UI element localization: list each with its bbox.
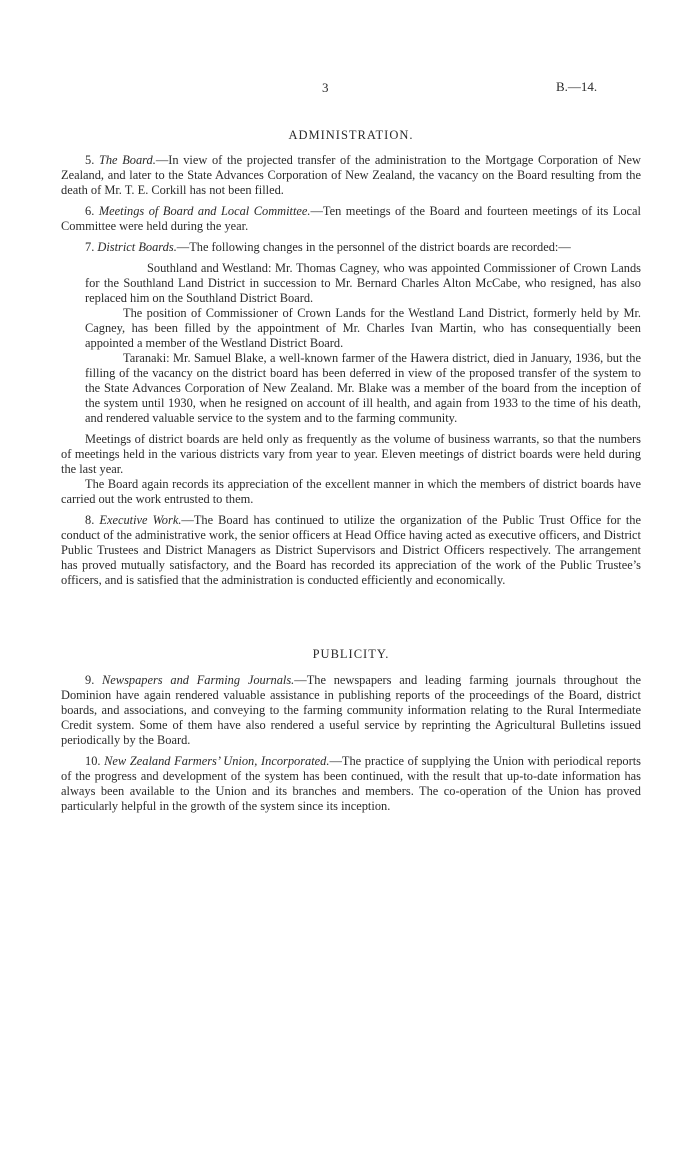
subparagraph-southland: Southland and Westland: Mr. Thomas Cagney, who was appointed Commissioner of Crown Lands for the Southland Land District in succession to Mr. Bernard Charles Alton McCabe, who resigned, has also replaced him on the Southland District Board. [85, 261, 641, 305]
paragraph-number: 9. [85, 673, 103, 687]
paragraph-8 [61, 513, 641, 588]
paragraph-6 [61, 204, 641, 234]
document-reference: B.—14. [556, 79, 598, 94]
paragraph-heading: New Zealand Farmers’ Union, Incorporated. [104, 754, 330, 768]
paragraph-text: —The following changes in the personnel of the district boards are recorded:— [176, 240, 571, 254]
paragraph-number: 5. [85, 153, 99, 167]
paragraph-10 [61, 754, 641, 814]
page-number: 3 [322, 80, 329, 95]
paragraph-text: —In view of the projected transfer of the administration to the Mortgage Corporation of New Zealand, and later to the State Advances Corporation of New Zealand, the vacancy on the Board resulting from the death of Mr. T. E. Corkill has not been filled. [61, 153, 641, 197]
paragraph-number: 10. [85, 754, 105, 768]
paragraph-heading: The Board. [98, 153, 156, 167]
paragraph-text: —The practice of supplying the Union with periodical reports of the progress and development of the system has been continued, with the result that up-to-date information has always been available to the Union and its branches and members. The co-operation of the Union has proved particularly helpful in the growth of the system since its inception. [61, 754, 641, 813]
paragraph-heading: Executive Work. [99, 513, 182, 527]
paragraph-text: —The Board has continued to utilize the organization of the Public Trust Office for the conduct of the administrative work, the senior officers at Head Office having acted as executive officers, and District Public Trustees and District Managers as District Supervisors and District Officers respectively. The arrangement has proved mutually satisfactory, and the Board has recorded its appreciation of the work of the Public Trustee’s officers, and is satisfied that the administration is conducted efficiently and economically. [61, 513, 642, 587]
paragraph-5 [61, 153, 641, 198]
page-body [61, 128, 641, 820]
paragraph-number: 7. [85, 240, 98, 254]
paragraph-heading: Newspapers and Farming Journals. [102, 673, 295, 687]
paragraph-text: —The newspapers and leading farming journals throughout the Dominion have again rendered valuable assistance in publishing reports of the proceedings of the Board, district boards, and associations, and conveying to the farming community information relating to the Rural Intermediate Credit system. Some of them have also rendered a useful service by reprinting the Agricultural Bulletins issued periodically by the Board. [61, 673, 641, 747]
paragraph-text: —Ten meetings of the Board and fourteen meetings of its Local Committee were held during the year. [61, 204, 641, 233]
paragraph-heading: Meetings of Board and Local Committee. [98, 204, 311, 218]
subparagraph-taranaki: Taranaki: Mr. Samuel Blake, a well-known farmer of the Hawera district, died in January, 1936, but the filling of the vacancy on the district board has been deferred in view of the proposed transfer of the system to the State Advances Corporation of New Zealand. Mr. Blake was a member of the board from the inception of the system until 1930, when he resigned on account of ill health, and again from 1933 to the time of his death, and rendered valuable service to the system and to the farming community. [85, 351, 641, 425]
paragraph-heading: District Boards. [97, 240, 177, 254]
section-title-administration: ADMINISTRATION. [288, 128, 414, 142]
section-title-publicity: PUBLICITY. [312, 647, 390, 661]
paragraph-number: 6. [85, 204, 99, 218]
paragraph-7 [61, 240, 641, 255]
paragraph-9 [61, 673, 641, 748]
subparagraph-westland: The position of Commissioner of Crown Lands for the Westland Land District, formerly held by Mr. Cagney, has been filled by the appointment of Mr. Charles Ivan Martin, who has consequentially been appointed a member of the Westland District Board. [85, 306, 641, 350]
paragraph-appreciation: The Board again records its appreciation of the excellent manner in which the members of district boards have carried out the work entrusted to them. [61, 477, 641, 506]
paragraph-meetings: Meetings of district boards are held only as frequently as the volume of business warrants, so that the numbers of meetings held in the various districts vary from year to year. Eleven meetings of district boards were held during the last year. [61, 432, 641, 476]
paragraph-number: 8. [85, 513, 100, 527]
